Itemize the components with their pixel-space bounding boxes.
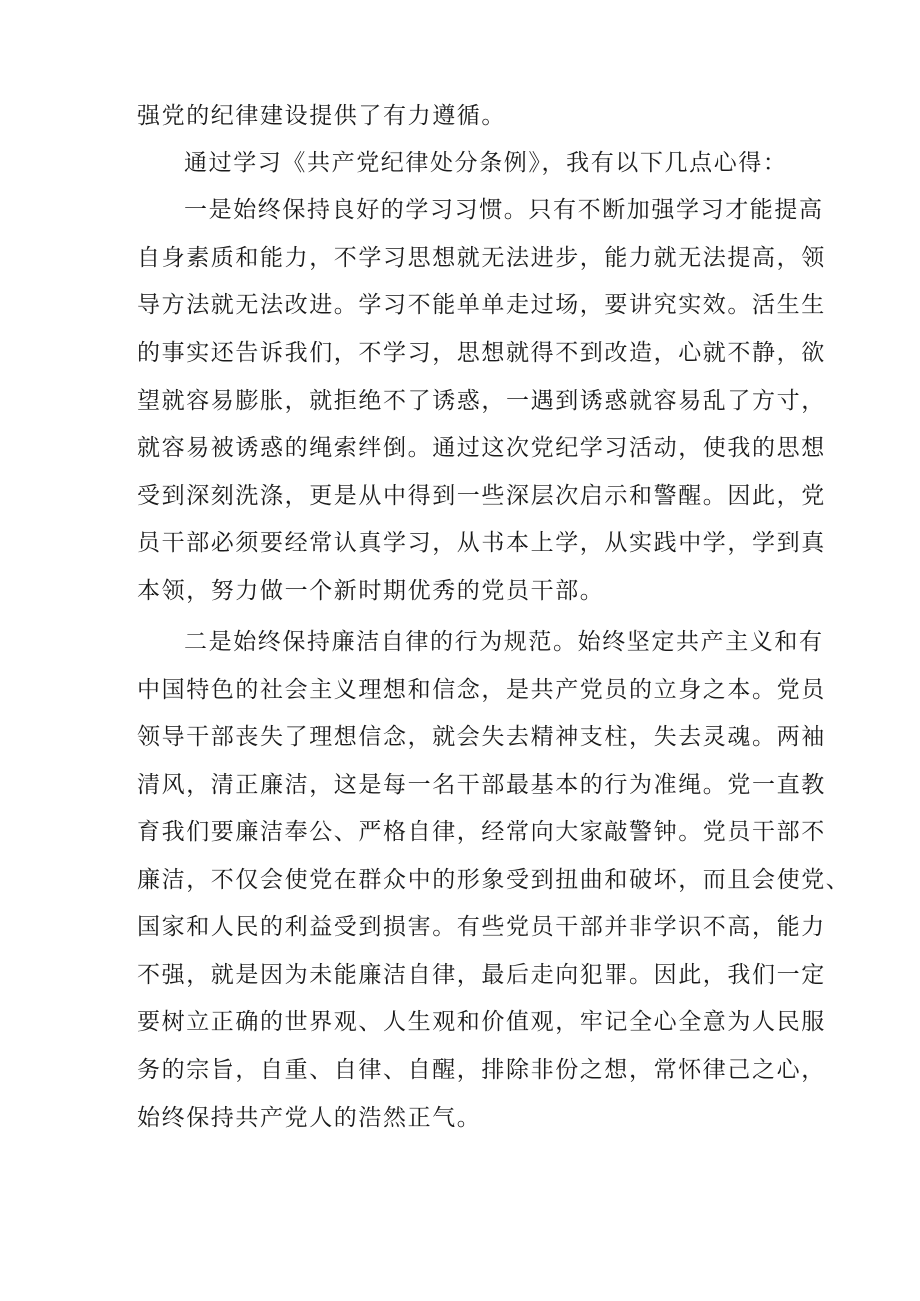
text-line-12: 二是始终保持廉洁自律的行为规范。始终坚定共产主义和有 — [184, 629, 824, 655]
text-line-4: 自身素质和能力，不学习思想就无法进步，能力就无法提高，领 — [137, 245, 826, 271]
text-line-2: 通过学习《共产党纪律处分条例》，我有以下几点心得： — [184, 150, 788, 176]
text-line-8: 就容易被诱惑的绳索绊倒。通过这次党纪学习活动，使我的思想 — [137, 435, 826, 461]
text-line-3: 一是始终保持良好的学习习惯。只有不断加强学习才能提高 — [184, 197, 824, 223]
text-line-10: 员干部必须要经常认真学习，从书本上学，从实践中学，学到真 — [137, 530, 826, 556]
text-line-21: 务的宗旨，自重、自律、自醒，排除非份之想，常怀律己之心， — [137, 1057, 826, 1083]
text-line-19: 不强，就是因为未能廉洁自律，最后走向犯罪。因此，我们一定 — [137, 962, 826, 988]
text-line-17: 廉洁，不仅会使党在群众中的形象受到扭曲和破坏，而且会使党、 — [137, 867, 851, 893]
text-line-15: 清风，清正廉洁，这是每一名干部最基本的行为准绳。党一直教 — [137, 772, 826, 798]
text-line-1: 强党的纪律建设提供了有力遵循。 — [137, 103, 506, 129]
text-line-14: 领导干部丧失了理想信念，就会失去精神支柱，失去灵魂。两袖 — [137, 724, 826, 750]
text-line-18: 国家和人民的利益受到损害。有些党员干部并非学识不高，能力 — [137, 914, 826, 940]
text-line-16: 育我们要廉洁奉公、严格自律，经常向大家敲警钟。党员干部不 — [137, 819, 826, 845]
text-line-7: 望就容易膨胀，就拒绝不了诱惑，一遇到诱惑就容易乱了方寸， — [137, 388, 826, 414]
text-line-5: 导方法就无法改进。学习不能单单走过场，要讲究实效。活生生 — [137, 292, 826, 318]
text-line-9: 受到深刻洗涤，更是从中得到一些深层次启示和警醒。因此，党 — [137, 483, 826, 509]
text-line-22: 始终保持共产党人的浩然正气。 — [137, 1105, 482, 1131]
text-line-13: 中国特色的社会主义理想和信念，是共产党员的立身之本。党员 — [137, 677, 826, 703]
text-line-6: 的事实还告诉我们，不学习，思想就得不到改造，心就不静，欲 — [137, 340, 826, 366]
text-line-20: 要树立正确的世界观、人生观和价值观，牢记全心全意为人民服 — [137, 1009, 826, 1035]
text-line-11: 本领，努力做一个新时期优秀的党员干部。 — [137, 578, 605, 604]
